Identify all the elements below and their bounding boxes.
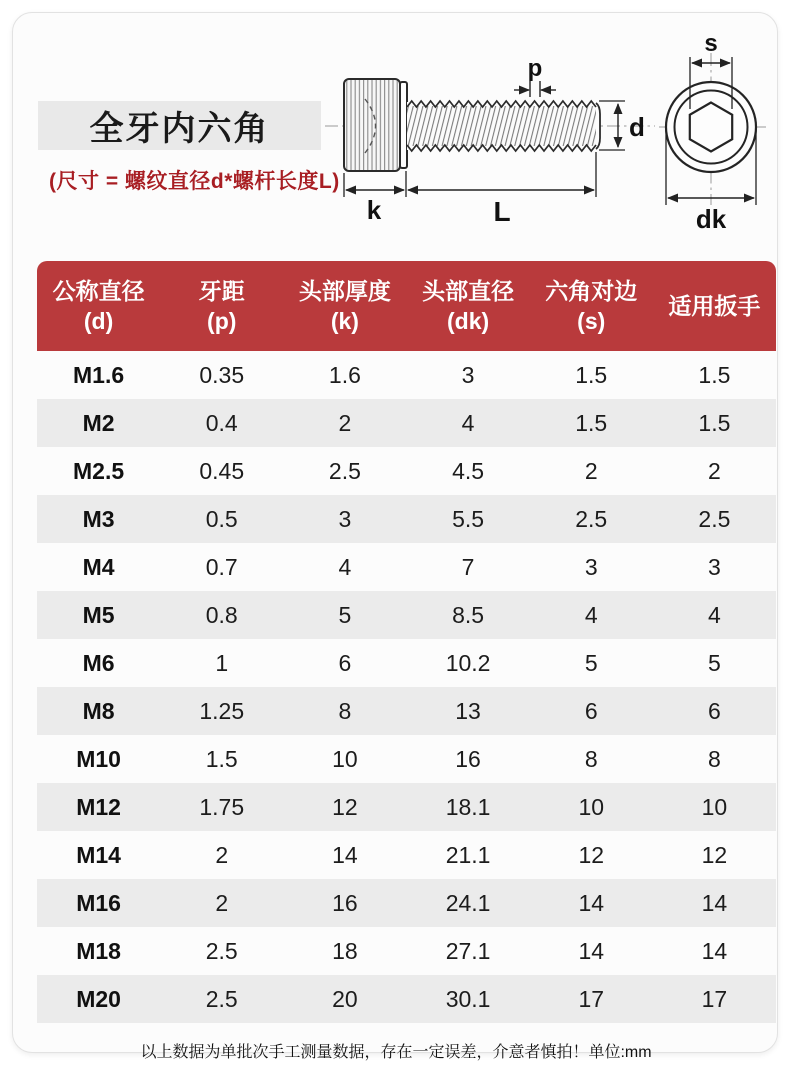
cell-head-diameter: 30.1 (445, 985, 491, 1012)
cell-head-diameter: 8.5 (452, 601, 485, 628)
cell-size: M20 (76, 985, 121, 1012)
col-header-line2: (p) (207, 308, 237, 334)
col-header-line1: 六角对边 (545, 277, 638, 304)
page-title: 全牙内六角 (89, 110, 270, 148)
cell-wrench-size: 1.5 (698, 409, 731, 436)
cell-pitch: 1 (215, 649, 229, 676)
cell-hex-width: 1.5 (575, 409, 608, 436)
cell-head-thickness: 1.6 (328, 361, 361, 388)
shaft-end-chamfer (596, 103, 600, 149)
cell-wrench-size: 2 (708, 457, 721, 484)
cell-head-diameter: 21.1 (445, 841, 491, 868)
cell-size: M8 (82, 697, 115, 724)
table-row (37, 831, 776, 879)
title-box (38, 101, 321, 150)
cell-hex-width: 4 (584, 601, 598, 628)
col-header-line2: (d) (83, 308, 114, 334)
table-body (37, 351, 776, 1023)
cell-pitch: 1.25 (199, 697, 245, 724)
cell-size: M1.6 (73, 361, 125, 388)
cell-wrench-size: 2.5 (698, 505, 731, 532)
cell-head-thickness: 2 (338, 409, 352, 436)
cell-hex-width: 17 (578, 985, 605, 1012)
cell-size: M2 (82, 409, 115, 436)
col-header-line1: 公称直径 (52, 277, 145, 304)
cell-head-thickness: 3 (338, 505, 352, 532)
cell-wrench-size: 6 (708, 697, 721, 724)
cell-head-thickness: 16 (332, 889, 358, 916)
dim-label-d: d (629, 112, 645, 142)
screw-head-rim (400, 82, 407, 168)
cell-wrench-size: 1.5 (698, 361, 731, 388)
cell-hex-width: 2 (584, 457, 598, 484)
cell-size: M4 (82, 553, 115, 580)
cell-head-thickness: 8 (338, 697, 352, 724)
dim-label-dk: dk (695, 204, 727, 234)
cell-size: M18 (76, 937, 121, 964)
cell-wrench-size: 8 (708, 745, 721, 772)
dim-label-s: s (704, 30, 718, 57)
table-row (37, 495, 776, 543)
product-spec-card (12, 12, 778, 1061)
cell-wrench-size: 3 (708, 553, 721, 580)
cell-size: M10 (76, 745, 121, 772)
cell-pitch: 2.5 (205, 985, 238, 1012)
cell-pitch: 0.8 (205, 601, 238, 628)
cell-head-thickness: 20 (332, 985, 358, 1012)
cell-head-diameter: 24.1 (445, 889, 491, 916)
cell-pitch: 2 (215, 841, 229, 868)
table-row (37, 591, 776, 639)
table-row (37, 783, 776, 831)
table-row (37, 447, 776, 495)
col-header-pitch (160, 276, 283, 337)
cell-head-thickness: 6 (338, 649, 352, 676)
table-row (37, 639, 776, 687)
screw-head-knurled (344, 79, 400, 171)
cell-head-thickness: 14 (332, 841, 358, 868)
cell-size: M12 (76, 793, 121, 820)
cell-pitch: 1.75 (199, 793, 245, 820)
col-header-head-diameter (406, 276, 529, 337)
cell-head-thickness: 10 (332, 745, 358, 772)
table-header-row (37, 261, 776, 351)
cell-pitch: 0.35 (199, 361, 245, 388)
cell-head-thickness: 18 (332, 937, 358, 964)
cell-head-diameter: 27.1 (445, 937, 491, 964)
cell-head-thickness: 5 (338, 601, 352, 628)
cell-head-diameter: 10.2 (445, 649, 491, 676)
head-outer-circle (666, 82, 756, 172)
cell-hex-width: 8 (584, 745, 598, 772)
cell-hex-width: 2.5 (575, 505, 608, 532)
dim-label-p: p (527, 55, 543, 82)
table-row (37, 399, 776, 447)
cell-head-thickness: 2.5 (328, 457, 361, 484)
cell-hex-width: 14 (578, 937, 605, 964)
cell-wrench-size: 4 (708, 601, 721, 628)
cell-head-diameter: 3 (461, 361, 475, 388)
col-header-line1: 牙距 (198, 277, 245, 304)
cell-pitch: 0.4 (205, 409, 238, 436)
cell-head-thickness: 4 (338, 553, 352, 580)
col-header-wrench-size (653, 291, 776, 321)
col-header-line1: 头部厚度 (298, 277, 391, 304)
table-row (37, 879, 776, 927)
cell-head-diameter: 7 (461, 553, 475, 580)
col-header-line1: 头部直径 (422, 277, 515, 304)
cell-pitch: 0.45 (199, 457, 245, 484)
table-row (37, 543, 776, 591)
col-header-line2: (k) (330, 308, 359, 334)
cell-size: M5 (82, 601, 115, 628)
col-header-line2: (s) (577, 308, 606, 334)
cell-head-thickness: 12 (332, 793, 358, 820)
cell-head-diameter: 4.5 (452, 457, 485, 484)
size-formula-note: (尺寸 = 螺纹直径d*螺杆长度L) (49, 170, 340, 193)
table-row (37, 975, 776, 1023)
col-header-head-thickness (283, 276, 406, 337)
spec-table (37, 261, 776, 1023)
cell-head-diameter: 16 (455, 745, 481, 772)
cell-size: M3 (82, 505, 115, 532)
cell-head-diameter: 4 (461, 409, 475, 436)
cell-pitch: 2.5 (205, 937, 238, 964)
table-row (37, 687, 776, 735)
disclaimer-note: 以上数据为单批次手工测量数据，存在一定误差，介意者慎拍！单位:mm (140, 1044, 652, 1061)
cell-pitch: 2 (215, 889, 229, 916)
cell-head-diameter: 5.5 (452, 505, 485, 532)
cell-wrench-size: 10 (701, 793, 728, 820)
table-row (37, 351, 776, 399)
col-header-line2: (dk) (446, 308, 490, 334)
cell-pitch: 0.5 (205, 505, 238, 532)
cell-size: M16 (76, 889, 121, 916)
cell-pitch: 0.7 (205, 553, 238, 580)
cell-hex-width: 12 (578, 841, 605, 868)
table-row (37, 735, 776, 783)
cell-size: M2.5 (73, 457, 125, 484)
col-header-hex-width (530, 276, 653, 337)
dim-label-l: L (493, 196, 511, 227)
cell-size: M6 (82, 649, 115, 676)
cell-pitch: 1.5 (205, 745, 238, 772)
dim-label-k: k (366, 195, 382, 225)
cell-hex-width: 1.5 (575, 361, 608, 388)
cell-hex-width: 5 (584, 649, 598, 676)
cell-wrench-size: 5 (708, 649, 721, 676)
table-row (37, 927, 776, 975)
cell-wrench-size: 12 (701, 841, 728, 868)
cell-head-diameter: 18.1 (445, 793, 491, 820)
cell-hex-width: 10 (578, 793, 605, 820)
thread-hatch (407, 106, 596, 146)
col-header-line1: 适用扳手 (668, 292, 761, 319)
cell-hex-width: 3 (584, 553, 598, 580)
screw-technical-drawing (313, 29, 790, 241)
cell-size: M14 (76, 841, 121, 868)
cell-hex-width: 14 (578, 889, 605, 916)
cell-wrench-size: 17 (701, 985, 728, 1012)
cell-hex-width: 6 (584, 697, 598, 724)
col-header-nominal-diameter (37, 276, 160, 337)
cell-wrench-size: 14 (701, 889, 728, 916)
cell-wrench-size: 14 (701, 937, 728, 964)
cell-head-diameter: 13 (455, 697, 481, 724)
